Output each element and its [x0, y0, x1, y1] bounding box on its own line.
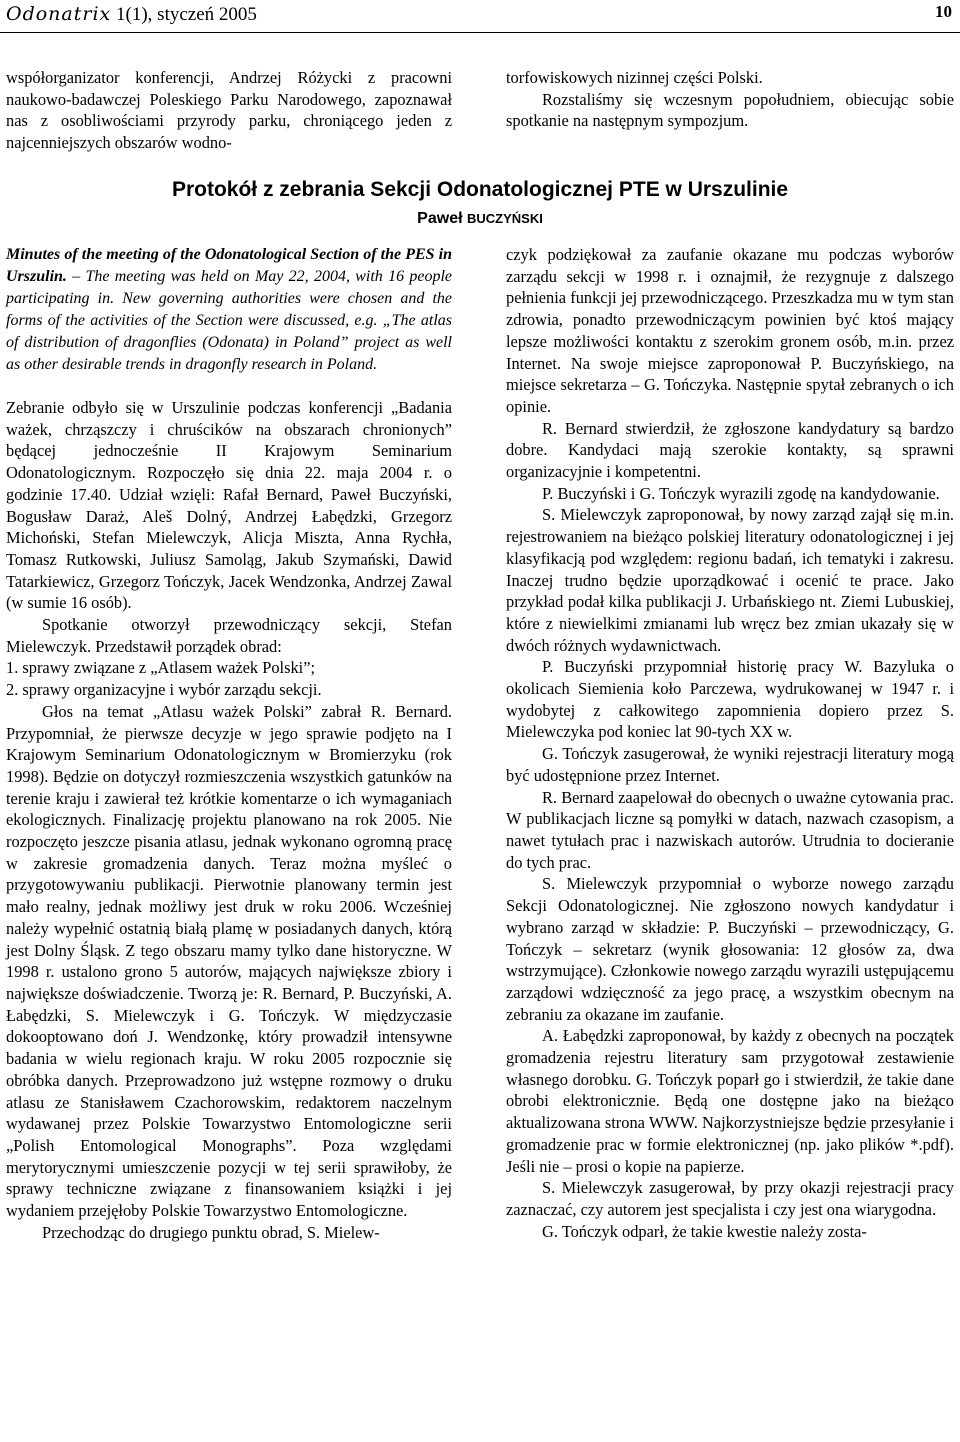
- list-item: 2. sprawy organizacyjne i wybór zarządu sekcji.: [6, 680, 322, 700]
- abstract-body: – The meeting was held on May 22, 2004, with 16 people participating in. New governing authorities were chosen and the forms of the activities of the Section were discussed, e.g. „The atlas of distribution of dragonflies (Odonata) in Poland” project as well as other desirable trends in dragonfly research in Poland.: [6, 268, 452, 373]
- paragraph: S. Mielewczyk zaproponował, by nowy zarząd zajął się m.in. rejestrowaniem na bieżąco polskiej literatury odonatologicznej i jej klasyfikacją pod względem: regionu badań, ich tematyki i zakresu. Inaczej trudno będzie uporządkować i ocenić te prace. Jako przykład podał kilka publikacji J. Urbańskiego nt. Ziemi Lubuskiej, które z niewielkimi zmianami lub wręcz bez zmian ukazały się w dwóch różnych wydawnictwach.: [506, 505, 954, 655]
- paragraph: G. Tończyk zasugerował, że wyniki rejestracji literatury mogą być udostępnione przez Internet.: [506, 744, 954, 785]
- right-column: [506, 244, 954, 1242]
- paragraph: Rozstaliśmy się wczesnym popołudniem, obiecując sobie spotkanie na następnym sympozjum.: [506, 89, 954, 130]
- journal-name: Odonatrix: [6, 3, 112, 25]
- paragraph: G. Tończyk odparł, że takie kwestie należy zosta-: [542, 1221, 867, 1241]
- paragraph: S. Mielewczyk zasugerował, by przy okazji rejestracji pracy zaznaczać, czy autorem jest specjalista i czy jest ona wiarygodna.: [506, 1178, 954, 1219]
- abstract-title: Minutes of the meeting of the Odonatological Section of the PES in Urszulin.: [6, 246, 452, 285]
- paragraph: S. Mielewczyk przypomniał o wyborze nowego zarządu Sekcji Odonatologicznej. Nie zgłoszono nowych kandydatur i wybrano zarząd w składzie: P. Buczyński – przewodniczący, G. Tończyk – sekretarz (wynik głosowania: 12 głosów za, dwa wstrzymujące). Członkowie nowego zarządu wyrazili ustępującemu zarządowi wdzięczność za jego pracę, a wszystkim obecnym na zebraniu za okazane im zaufanie.: [506, 874, 954, 1024]
- author-surname: BUCZYŃSKI: [466, 211, 543, 226]
- paragraph: współorganizator konferencji, Andrzej Różycki z pracowni naukowo-badawczej Poleskiego Parku Narodowego, zapoznawał nas z osobliwościami przyrody parku, chroniącego jeden z najcenniejszych obszarów wodno-: [6, 68, 452, 152]
- paragraph: torfowiskowych nizinnej części Polski.: [506, 68, 763, 87]
- paragraph: P. Buczyński i G. Tończyk wyrazili zgodę na kandydowanie.: [542, 483, 940, 503]
- article-title: Protokół z zebrania Sekcji Odonatologicznej PTE w Urszulinie: [171, 178, 789, 201]
- paragraph: R. Bernard stwierdził, że zgłoszone kandydatury są bardzo dobre. Kandydaci mają szerokie kontakty, są sprawni organizacyjnie i kompetentni.: [506, 418, 954, 482]
- top-right-continuation: [506, 67, 954, 132]
- abstract: [6, 244, 452, 376]
- paragraph: R. Bernard zaapelował do obecnych o uważne cytowania prac. W publikacjach liczne są pomyłki w datach, nazwach czasopism, a nawet tytułach prac i nazwiskach autorów. Utrudnia to docieranie do tych prac.: [506, 787, 954, 872]
- paragraph: P. Buczyński przypomniał historię pracy W. Bazyluka o okolicach Siemienia koło Parczewa, wydrukowanej w 1947 r. i wydobytej z całkowitego zapomnienia dopiero przez S. Mielewczyka pod koniec lat 90-tych XX w.: [506, 657, 954, 742]
- list-item: 1. sprawy związane z „Atlasem ważek Polski”;: [6, 658, 316, 678]
- page-number: 10: [935, 2, 952, 21]
- paragraph: A. Łabędzki zaproponował, by każdy z obecnych na początek gromadzenia rejestru literatury sam przygotował zestawienie własnego dorobku. G. Tończyk poparł go i stwierdził, że takie dane obrobi elektronicznie. Będą one dostępne jako na bieżąco aktualizowana strona WWW. Najkorzystniejsze będzie przesyłanie i gromadzenie prac w formie elektronicznej (np. jako plików *.pdf). Jeśli nie – prosi o kopie na papierze.: [506, 1026, 954, 1176]
- paragraph: Przechodząc do drugiego punktu obrad, S. Mielew-: [42, 1222, 380, 1242]
- article-author: Paweł BUCZYŃSKI: [417, 210, 543, 227]
- top-left-continuation: [6, 67, 452, 153]
- header-rule: [0, 32, 960, 33]
- paragraph: Spotkanie otworzył przewodniczący sekcji, Stefan Mielewczyk. Przedstawił porządek obrad:: [6, 615, 452, 656]
- journal-issue: [6, 3, 257, 26]
- paragraph: Zebranie odbyło się w Urszulinie podczas konferencji „Badania ważek, chrząszczy i chruścików na obszarach chronionych” będącej jednocześnie II Krajowym Seminarium Odonatologicznym. Rozpoczęło się dnia 22. maja 2004 r. o godzinie 17.40. Udział wzięli: Rafał Bernard, Paweł Buczyński, Bogusław Daraż, Aleš Dolný, Andrzej Łabędzki, Grzegorz Michoński, Stefan Mielewczyk, Alicja Miszta, Anna Rychła, Tomasz Rutkowski, Juliusz Samoląg, Jakub Szymański, Dawid Tatarkiewicz, Grzegorz Tończyk, Jacek Wendzonka, Andrzej Zawal (w sumie 16 osób).: [6, 398, 452, 613]
- left-column: [6, 244, 452, 1243]
- issue-info: 1(1), styczeń 2005: [116, 4, 257, 25]
- page-header: [0, 0, 960, 34]
- paragraph: czyk podziękował za zaufanie okazane mu podczas wyborów zarządu sekcji w 1998 r. i oznajmił, że rezygnuje z dalszego pełnienia funkcji jej przewodniczącego. Przeszkadza mu w tym stan zdrowia, ponadto przewodniczącym powinien być ktoś mający lepsze możliwości kontaktu z szerokim gronem osób, m.in. przez Internet. Na swoje miejsce zaproponował P. Buczyńskiego, na miejsce sekretarza – G. Tończyka. Następnie spytał zebranych o ich opinie.: [506, 245, 954, 416]
- paragraph: Głos na temat „Atlasu ważek Polski” zabrał R. Bernard. Przypomniał, że pierwsze decyzje w jego sprawie podjęto na I Krajowym Seminarium Odonatologicznym w Bromierzyku (rok 1998). Będzie on dotyczył rozmieszczenia wszystkich gatunków na terenie kraju i zawierał też krótkie komentarze o ich wymaganiach ekologicznych. Finalizację projektu planowano na rok 2005. Nie rozpoczęto jeszcze pisania atlasu, jednak wykonano ogromną pracę w zakresie gromadzenia danych. Teraz można myśleć o przygotowywaniu publikacji. Pierwotnie planowany termin jest mało realny, jednak możliwy jest druk w roku 2006. Wcześniej należy wypełnić ostatnią białą plamę w posiadanych danych, którą jest Dolny Śląsk. Z tego obszaru mamy tylko dane historyczne. W 1998 r. ustalono grono 5 autorów, mających największe zbiory i największe doświadczenie. Tworzą je: R. Bernard, P. Buczyński, A. Łabędzki, S. Mielewczyk i G. Tończyk. W międzyczasie dokooptowano doń J. Wendzonkę, który prowadził intensywne badania w wielu regionach kraju. W roku 2005 rozpocznie się obróbka danych. Przeprowadzono już wstępne rozmowy o druku atlasu ze Stanisławem Czachorowskim, redaktorem naczelnym wydawanej przez Polskie Towarzystwo Entomologiczne serii „Polish Entomological Monographs”. Poza względami merytorycznymi umieszczenie pozycji w tej serii sprawiłoby, że sprawy techniczne związane z finansowaniem książki i jej wydaniem przejęłoby Polskie Towarzystwo Entomologiczne.: [6, 701, 452, 1221]
